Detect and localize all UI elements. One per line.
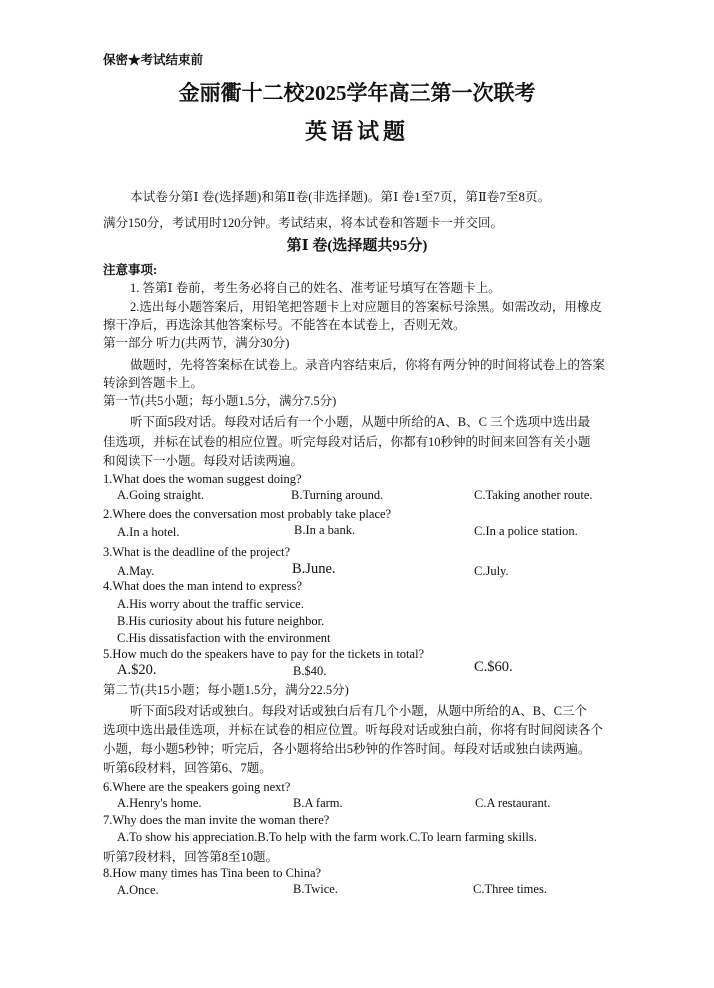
exam-title: 金丽衢十二校2025学年高三第一次联考 (178, 81, 536, 105)
question-8-option-a: A.Once. (117, 883, 159, 897)
section2-instruction-a: 听下面5段对话或独白。每段对话或独白后有几个小题，从题中所给的A、B、C三个 (130, 704, 587, 718)
notes-item-1: 1. 答第Ⅰ 卷前，考生务必将自己的姓名、准考证号填写在答题卡上。 (130, 281, 501, 295)
question-2-option-c: C.In a police station. (474, 524, 578, 538)
question-1-option-b: B.Turning around. (291, 488, 384, 502)
section2-material-6: 听第6段材料，回答第6、7题。 (103, 761, 272, 775)
volume-title: 第Ⅰ 卷(选择题共95分) (286, 238, 428, 254)
question-4-option-b: B.His curiosity about his future neighbor. (117, 614, 325, 628)
question-7-stem: 7.Why does the man invite the woman there? (103, 813, 330, 827)
question-8-stem: 8.How many times has Tina been to China? (103, 866, 322, 880)
question-8-option-b: B.Twice. (293, 882, 338, 896)
question-5-stem: 5.How much do the speakers have to pay for the tickets in total? (103, 647, 425, 661)
question-5-option-b: B.$40. (293, 664, 327, 678)
question-4-option-a: A.His worry about the traffic service. (117, 597, 304, 611)
question-1-option-a: A.Going straight. (117, 488, 205, 502)
question-2-stem: 2.Where does the conversation most probably take place? (103, 507, 392, 521)
subject-title: 英语试题 (304, 119, 409, 144)
question-6-option-a: A.Henry's home. (117, 796, 202, 810)
part1-instruction-b: 转涂到答题卡上。 (103, 376, 204, 390)
section1-instruction-c: 和阅读下一小题。每段对话读两遍。 (103, 454, 304, 468)
question-5-option-a: A.$20. (117, 662, 157, 678)
question-4-option-c: C.His dissatisfaction with the environment (117, 631, 331, 645)
question-3-option-a: A.May. (117, 564, 155, 578)
part1-instruction-a: 做题时，先将答案标在试卷上。录音内容结束后，你将有两分钟的时间将试卷上的答案 (130, 358, 606, 372)
question-6-option-c: C.A restaurant. (475, 796, 551, 810)
section1-instruction-b: 佳选项，并标在试卷的相应位置。听完每段对话后，你都有10秒钟的时间来回答有关小题 (103, 435, 591, 449)
section2-heading: 第二节(共15小题；每小题1.5分，满分22.5分) (103, 683, 349, 697)
section1-instruction-a: 听下面5段对话。每段对话后有一个小题，从题中所给的A、B、C 三个选项中选出最 (130, 415, 591, 429)
section1-heading: 第一节(共5小题；每小题1.5分，满分7.5分) (103, 394, 337, 408)
notes-item-2a: 2.选出每小题答案后，用铅笔把答题卡上对应题目的答案标号涂黑。如需改动，用橡皮 (130, 300, 602, 314)
question-2-option-b: B.In a bank. (294, 523, 356, 537)
part1-heading: 第一部分 听力(共两节，满分30分) (103, 336, 290, 350)
question-5-option-c: C.$60. (474, 659, 513, 675)
question-7-options: A.To show his appreciation.B.To help with the farm work.C.To learn farming skills. (117, 830, 537, 844)
section2-material-7: 听第7段材料，回答第8至10题。 (103, 850, 279, 864)
question-1-option-c: C.Taking another route. (474, 488, 593, 502)
question-8-option-c: C.Three times. (473, 882, 547, 896)
section2-instruction-c: 小题，每小题5秒钟；听完后，各小题将给出5秒钟的作答时间。每段对话或独白读两遍。 (103, 742, 591, 756)
section2-instruction-b: 选项中选出最佳选项，并标在试卷的相应位置。听每段对话或独白前，你将有时间阅读各个 (103, 723, 604, 737)
question-3-option-c: C.July. (474, 564, 509, 578)
question-2-option-a: A.In a hotel. (117, 525, 180, 539)
question-3-option-b: B.June. (292, 561, 336, 577)
question-4-stem: 4.What does the man intend to express? (103, 579, 302, 593)
question-6-stem: 6.Where are the speakers going next? (103, 780, 291, 794)
intro-line-1: 本试卷分第Ⅰ 卷(选择题)和第Ⅱ卷(非选择题)。第Ⅰ 卷1至7页，第Ⅱ卷7至8页。 (130, 190, 551, 204)
confidential-label: 保密★考试结束前 (103, 53, 204, 67)
notes-item-2b: 擦干净后，再选涂其他答案标号。不能答在本试卷上，否则无效。 (103, 318, 466, 332)
question-3-stem: 3.What is the deadline of the project? (103, 545, 291, 559)
question-1-stem: 1.What does the woman suggest doing? (103, 472, 302, 486)
question-6-option-b: B.A farm. (293, 796, 343, 810)
notes-heading: 注意事项: (103, 263, 158, 277)
intro-line-2: 满分150分，考试用时120分钟。考试结束，将本试卷和答题卡一并交回。 (103, 216, 504, 230)
